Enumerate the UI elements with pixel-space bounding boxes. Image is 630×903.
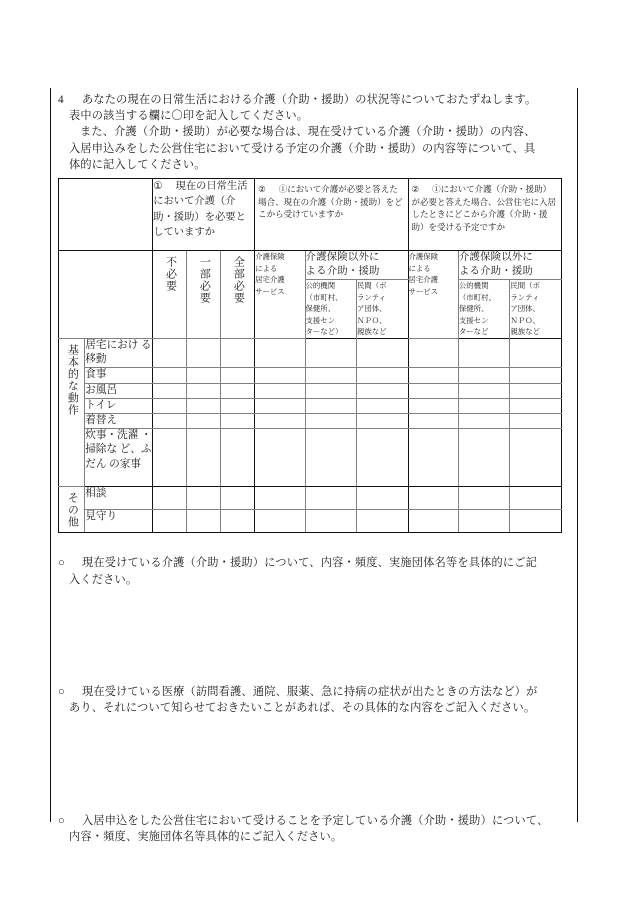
answer-cell[interactable] [187,510,221,533]
answer-cell[interactable] [187,398,221,413]
question-2-text-3: 援助）をどこから受けています [258,196,403,220]
answer-cell[interactable] [408,429,458,487]
answer-cell[interactable] [187,414,221,429]
question-3-marker: ② [411,184,420,195]
answer-cell[interactable] [458,368,509,383]
free-question-3-line-1 [58,813,570,829]
current-insurance-line-2: による [255,263,278,273]
circle-marker-icon: ○ [58,686,65,699]
row-label-dressing [85,414,153,429]
question-3-text-5: 定ですか [471,221,506,232]
answer-cell[interactable] [510,368,562,383]
planned-private-line-1: 民間（ボ [510,281,540,291]
option-cell-partial [187,251,221,339]
answer-cell[interactable] [357,510,409,533]
planned-insurance-line-2: による [408,263,431,273]
planned-private-provider-cell [510,280,562,339]
current-public-line-3: 保健所、 [305,304,336,314]
answer-cell[interactable] [255,383,305,398]
answer-cell[interactable] [357,487,409,510]
answer-cell[interactable] [458,338,509,367]
answer-cell[interactable] [187,338,221,367]
answer-cell[interactable] [187,429,221,487]
planned-non-insurance-banner [458,251,561,280]
free-question-2-text-1: 現在受けている医療（訪問看護、通院、服薬、急に持病の症状が出たときの方法など）が [82,686,538,699]
answer-cell[interactable] [153,414,187,429]
answer-cell[interactable] [458,398,509,413]
planned-non-insurance-banner-line-2: よる介助・援助 [458,266,534,278]
planned-public-line-4: 支援セン [458,315,489,325]
row-label-mobility-line-2: る移動 [85,339,152,366]
answer-cell[interactable] [458,510,509,533]
rowlabel-header-cell [59,251,153,339]
current-insurance-line-3: 居宅介護 [255,275,285,285]
row-label-meals-line-1: 食事 [85,369,107,381]
question-number: 4 [58,94,64,106]
free-answer-area-1[interactable] [58,588,570,622]
answer-cell[interactable] [187,487,221,510]
planned-private-line-3: ア団体、 [510,304,540,314]
table-row [59,487,562,510]
row-group-label-other [59,487,85,533]
answer-cell[interactable] [305,510,356,533]
row-label-housework-line-4: の家事 [109,458,141,470]
answer-cell[interactable] [408,338,458,367]
heading-line-5: 体的に記入してください。 [69,158,206,171]
answer-cell[interactable] [221,487,255,510]
answer-cell[interactable] [305,487,356,510]
option-label-not-needed: 不必要 [164,256,177,293]
current-non-insurance-banner-line-2: よる介助・援助 [305,266,380,278]
table-row [59,414,562,429]
answer-cell[interactable] [221,429,255,487]
question-1-text-4: 要としていますか [153,211,246,239]
row-label-watching-over [85,510,153,533]
free-question-1-line-1 [58,555,570,571]
answer-cell[interactable] [357,414,409,429]
free-question-2 [58,684,570,717]
answer-cell[interactable] [255,368,305,383]
answer-cell[interactable] [408,487,458,510]
planned-private-line-5: 親族など [510,327,540,337]
current-non-insurance-banner [305,251,408,280]
question-1-header [153,179,255,251]
planned-insurance-line-3: 居宅介護 [408,275,439,285]
answer-cell[interactable] [510,414,562,429]
row-group-label-other-text: その他 [66,492,79,529]
row-label-bath-line-1: お風呂 [85,384,118,396]
current-insurance-line-4: サービス [255,286,285,296]
free-question-1 [58,555,570,588]
current-public-provider-cell [305,280,356,339]
answer-cell[interactable] [221,383,255,398]
question-3-text-3: 住宅に入居したときにどこから [411,196,557,220]
current-non-insurance-banner-line-1: 介護保険以外に [305,252,380,264]
answer-cell[interactable] [458,429,509,487]
answer-cell[interactable] [153,398,187,413]
question-1-marker: ① [153,181,163,193]
answer-cell[interactable] [153,338,187,367]
option-label-full: 全部必要 [232,256,245,305]
table-row [59,429,562,487]
answer-cell[interactable] [458,383,509,398]
row-label-housework-line-3: ど、ふだん [85,444,152,470]
planned-public-provider-cell [458,280,509,339]
current-public-line-2: （市町村、 [305,292,343,302]
answer-cell[interactable] [187,383,221,398]
planned-insurance-line-4: サービス [408,286,439,296]
table-row [59,398,562,413]
planned-public-line-1: 公的機関 [458,281,489,291]
question-2-marker: ② [258,184,266,195]
row-label-toilet [85,398,153,413]
table-row [59,510,562,533]
planned-public-line-3: 保健所、 [458,304,489,314]
planned-insurance-line-1: 介護保険 [408,252,439,262]
answer-cell[interactable] [255,338,305,367]
current-private-line-3: ア団体、 [357,304,387,314]
current-private-provider-cell [357,280,409,339]
answer-cell[interactable] [221,338,255,367]
planned-public-line-5: ターなど [458,327,489,337]
row-label-housework [85,429,153,487]
row-label-watching-over-line-1: 見守り [85,511,118,523]
row-label-mobility [85,338,153,367]
question-2-text-1: ①において介護が必要と答 [278,184,381,195]
row-label-consultation-line-1: 相談 [85,488,107,500]
circle-marker-icon: ○ [58,814,65,827]
current-public-line-5: ターなど） [305,327,343,337]
form-content [58,92,570,880]
table-banner-row [59,251,562,280]
free-question-2-line-2: あり、それについて知らせておきたいことがあれば、その具体的な内容をご記入ください。 [69,702,536,715]
answer-cell[interactable] [357,338,409,367]
header-corner-cell [59,179,153,251]
option-cell-not-needed [153,251,187,339]
answer-cell[interactable] [153,510,187,533]
question-4-heading [58,92,570,173]
question-3-text-1: ①において介護（介助・援 [432,184,535,195]
question-3-text-2: 助）が必要と答えた場合、公営 [411,184,552,207]
current-public-line-4: 支援セン [305,315,336,325]
planned-public-line-2: （市町村、 [458,292,496,302]
answer-cell[interactable] [221,368,255,383]
answer-cell[interactable] [305,338,356,367]
current-private-line-2: ランティ [357,292,386,302]
planned-non-insurance-banner-line-1: 介護保険以外に [458,252,534,264]
answer-cell[interactable] [510,487,562,510]
free-question-3-line-2: 内容・頻度、実施団体名等具体的にご記入ください。 [69,831,343,844]
heading-line-1 [58,92,570,108]
current-insurance-line-1: 介護保険 [255,252,285,262]
heading-line-3: また、介護（介助・援助）が必要な場合は、現在受けている介護（介助・援助）の内容、 [80,126,536,139]
row-label-consultation [85,487,153,510]
current-private-line-1: 民間（ボ [357,281,387,291]
row-group-label-basic-actions [59,338,85,486]
row-label-toilet-line-1: トイレ [85,399,117,411]
question-3-planned-header [408,179,562,251]
answer-cell[interactable] [255,429,305,487]
planned-insurance-service-cell [408,251,458,339]
answer-cell[interactable] [153,383,187,398]
heading-line-4: 入居申込みをした公営住宅において受ける予定の介護（介助・援助）の内容等について、具 [69,142,536,155]
answer-cell[interactable] [357,383,409,398]
answer-cell[interactable] [510,429,562,487]
answer-cell[interactable] [357,368,409,383]
question-1-text-1: 現在の日常生 [175,181,238,193]
free-answer-area-3[interactable] [58,846,570,880]
answer-cell[interactable] [408,383,458,398]
question-1-text-3: 介助・援助）を必 [153,196,236,223]
free-question-3-text-1: 入居申込をした公営住宅において受けることを予定している介護（介助・援助）について、 [82,814,549,827]
planned-private-line-4: ＮＰＯ、 [510,315,540,325]
option-cell-full [221,251,255,339]
answer-cell[interactable] [510,398,562,413]
question-1-text-2: 活において介護（ [153,181,248,208]
free-question-3 [58,813,570,846]
answer-cell[interactable] [357,429,409,487]
row-label-housework-line-2: ・掃除な [85,430,152,456]
row-label-meals [85,368,153,383]
row-label-bath [85,383,153,398]
answer-cell[interactable] [153,368,187,383]
answer-cell[interactable] [305,398,356,413]
answer-cell[interactable] [255,487,305,510]
table-row [59,383,562,398]
answer-cell[interactable] [255,398,305,413]
answer-cell[interactable] [153,429,187,487]
question-2-text-4: か [334,209,344,220]
answer-cell[interactable] [305,383,356,398]
row-label-housework-line-1: 炊事・洗濯 [85,430,139,442]
current-public-line-1: 公的機関 [305,281,336,291]
answer-cell[interactable] [153,487,187,510]
current-private-line-5: 親族など [357,327,387,337]
answer-cell[interactable] [408,398,458,413]
circle-marker-icon: ○ [58,557,65,570]
answer-cell[interactable] [458,414,509,429]
answer-cell[interactable] [187,368,221,383]
row-label-mobility-line-1: 居宅におけ [85,339,139,351]
free-question-2-line-1 [58,684,570,700]
answer-cell[interactable] [510,383,562,398]
table-row [59,368,562,383]
free-answer-area-2[interactable] [58,717,570,751]
option-label-partial: 一部必要 [198,256,211,305]
answer-cell[interactable] [305,368,356,383]
answer-cell[interactable] [255,414,305,429]
free-question-1-line-2: 入ください。 [69,573,138,586]
heading-text-1: あなたの現在の日常生活における介護（介助・援助）の状況等についておたずねします。 [82,94,537,106]
answer-cell[interactable] [305,414,356,429]
answer-cell[interactable] [305,429,356,487]
answer-cell[interactable] [221,398,255,413]
current-private-line-4: ＮＰＯ、 [357,315,387,325]
question-2-text-2: えた場合、現在の介護（介助・ [258,184,398,207]
answer-cell[interactable] [458,487,509,510]
answer-cell[interactable] [221,414,255,429]
answer-cell[interactable] [510,510,562,533]
heading-line-2: 表中の該当する欄に〇印を記入してください。 [69,110,309,123]
answer-cell[interactable] [408,368,458,383]
current-insurance-service-cell [255,251,305,339]
question-2-current-header [255,179,408,251]
free-question-1-text-1: 現在受けている介護（介助・援助）について、内容・頻度、実施団体名等を具体的にご記 [82,557,538,570]
answer-cell[interactable] [357,398,409,413]
question-3-text-4: 介護（介助・援助）を受ける予 [411,209,548,232]
table-row [59,338,562,367]
row-label-dressing-line-1: 着替え [85,415,118,426]
answer-cell[interactable] [510,338,562,367]
care-status-table [58,178,562,533]
answer-cell[interactable] [408,414,458,429]
answer-cell[interactable] [408,510,458,533]
answer-cell[interactable] [221,510,255,533]
answer-cell[interactable] [255,510,305,533]
row-group-label-basic-actions-text: 基本的な動作 [66,343,79,416]
planned-private-line-2: ランティ [510,292,540,302]
